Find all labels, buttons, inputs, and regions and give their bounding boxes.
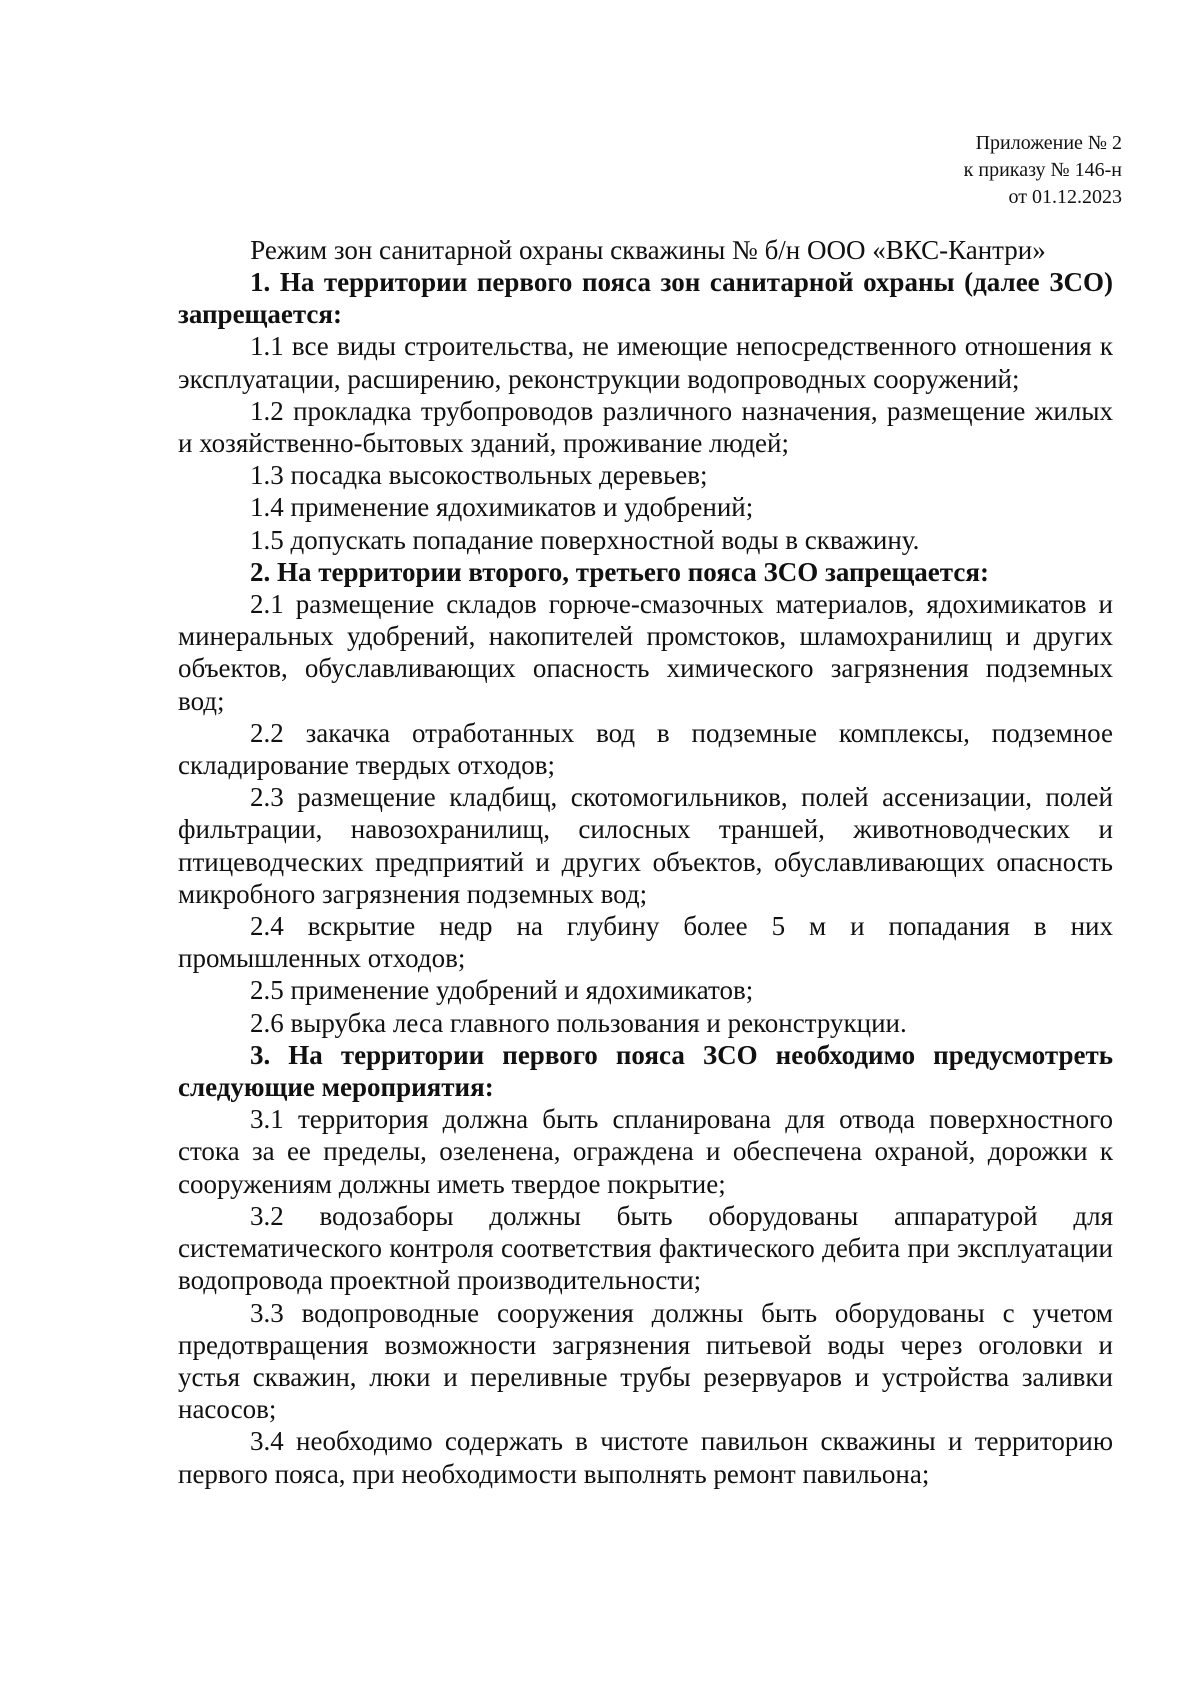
list-item-2-3: 2.3 размещение кладбищ, скотомогильников, полей ассенизации, полей фильтрации, навозохранилищ, силосных траншей, животноводческих и птицеводческих предприятий и других объектов, обуславливающих опасность микробного загрязнения подземных вод; (178, 782, 1113, 909)
list-item-2-6: 2.6 вырубка леса главного пользования и реконструкции. (250, 1007, 907, 1038)
list-item-1-2: 1.2 прокладка трубопроводов различного назначения, размещение жилых и хозяйственно-бытовых зданий, проживание людей; (178, 395, 1113, 459)
list-item-1-1: 1.1 все виды строительства, не имеющие непосредственного отношения к эксплуатации, расширению, реконструкции водопроводных сооружений; (178, 331, 1113, 394)
section-heading-3: 3. На территории первого пояса ЗСО необходимо предусмотреть следующие мероприятия: (178, 1039, 1113, 1103)
order-reference: к приказу № 146-н (963, 159, 1122, 181)
list-item-1-5: 1.5 допускать попадание поверхностной воды в скважину. (250, 524, 920, 555)
list-item-3-3: 3.3 водопроводные сооружения должны быть оборудованы с учетом предотвращения возможности загрязнения питьевой воды через оголовки и устья скважин, люки и переливные трубы резервуаров и устройства заливки насосов; (178, 1297, 1113, 1425)
document-title: Режим зон санитарной охраны скважины № б/н ООО «ВКС-Кантри» (250, 235, 1046, 265)
list-item-3-1: 3.1 территория должна быть спланирована для отвода поверхностного стока за ее пределы, озеленена, ограждена и обеспечена охраной, дорожки к сооружениям должны иметь твердое покрытие; (178, 1104, 1113, 1199)
list-item-1-3: 1.3 посадка высокоствольных деревьев; (250, 460, 708, 491)
list-item-2-4: 2.4 вскрытие недр на глубину более 5 м и попадания в них промышленных отходов; (178, 911, 1113, 974)
appendix-header (722, 130, 1122, 211)
order-date: от 01.12.2023 (1008, 186, 1122, 208)
section-heading-2: 2. На территории второго, третьего пояса ЗСО запрещается: (250, 556, 989, 587)
list-item-2-2: 2.2 закачка отработанных вод в подземные комплексы, подземное складирование твердых отходов; (178, 717, 1113, 781)
list-item-2-1: 2.1 размещение складов горюче-смазочных материалов, ядохимикатов и минеральных удобрений, накопителей промстоков, шламохранилищ и других объектов, обуславливающих опасность химического загрязнения подземных вод; (178, 589, 1113, 716)
appendix-number: Приложение № 2 (975, 132, 1122, 154)
list-item-2-5: 2.5 применение удобрений и ядохимикатов; (250, 975, 754, 1006)
list-item-3-2: 3.2 водозаборы должны быть оборудованы аппаратурой для систематического контроля соответствия фактического дебита при эксплуатации водопровода проектной производительности; (178, 1200, 1113, 1296)
list-item-1-4: 1.4 применение ядохимикатов и удобрений; (250, 492, 754, 523)
section-heading-1: 1. На территории первого пояса зон санитарной охраны (далее ЗСО) запрещается: (178, 267, 1113, 330)
document-body (178, 266, 1113, 1490)
list-item-3-4: 3.4 необходимо содержать в чистоте павильон скважины и территорию первого пояса, при необходимости выполнять ремонт павильона; (178, 1426, 1113, 1489)
